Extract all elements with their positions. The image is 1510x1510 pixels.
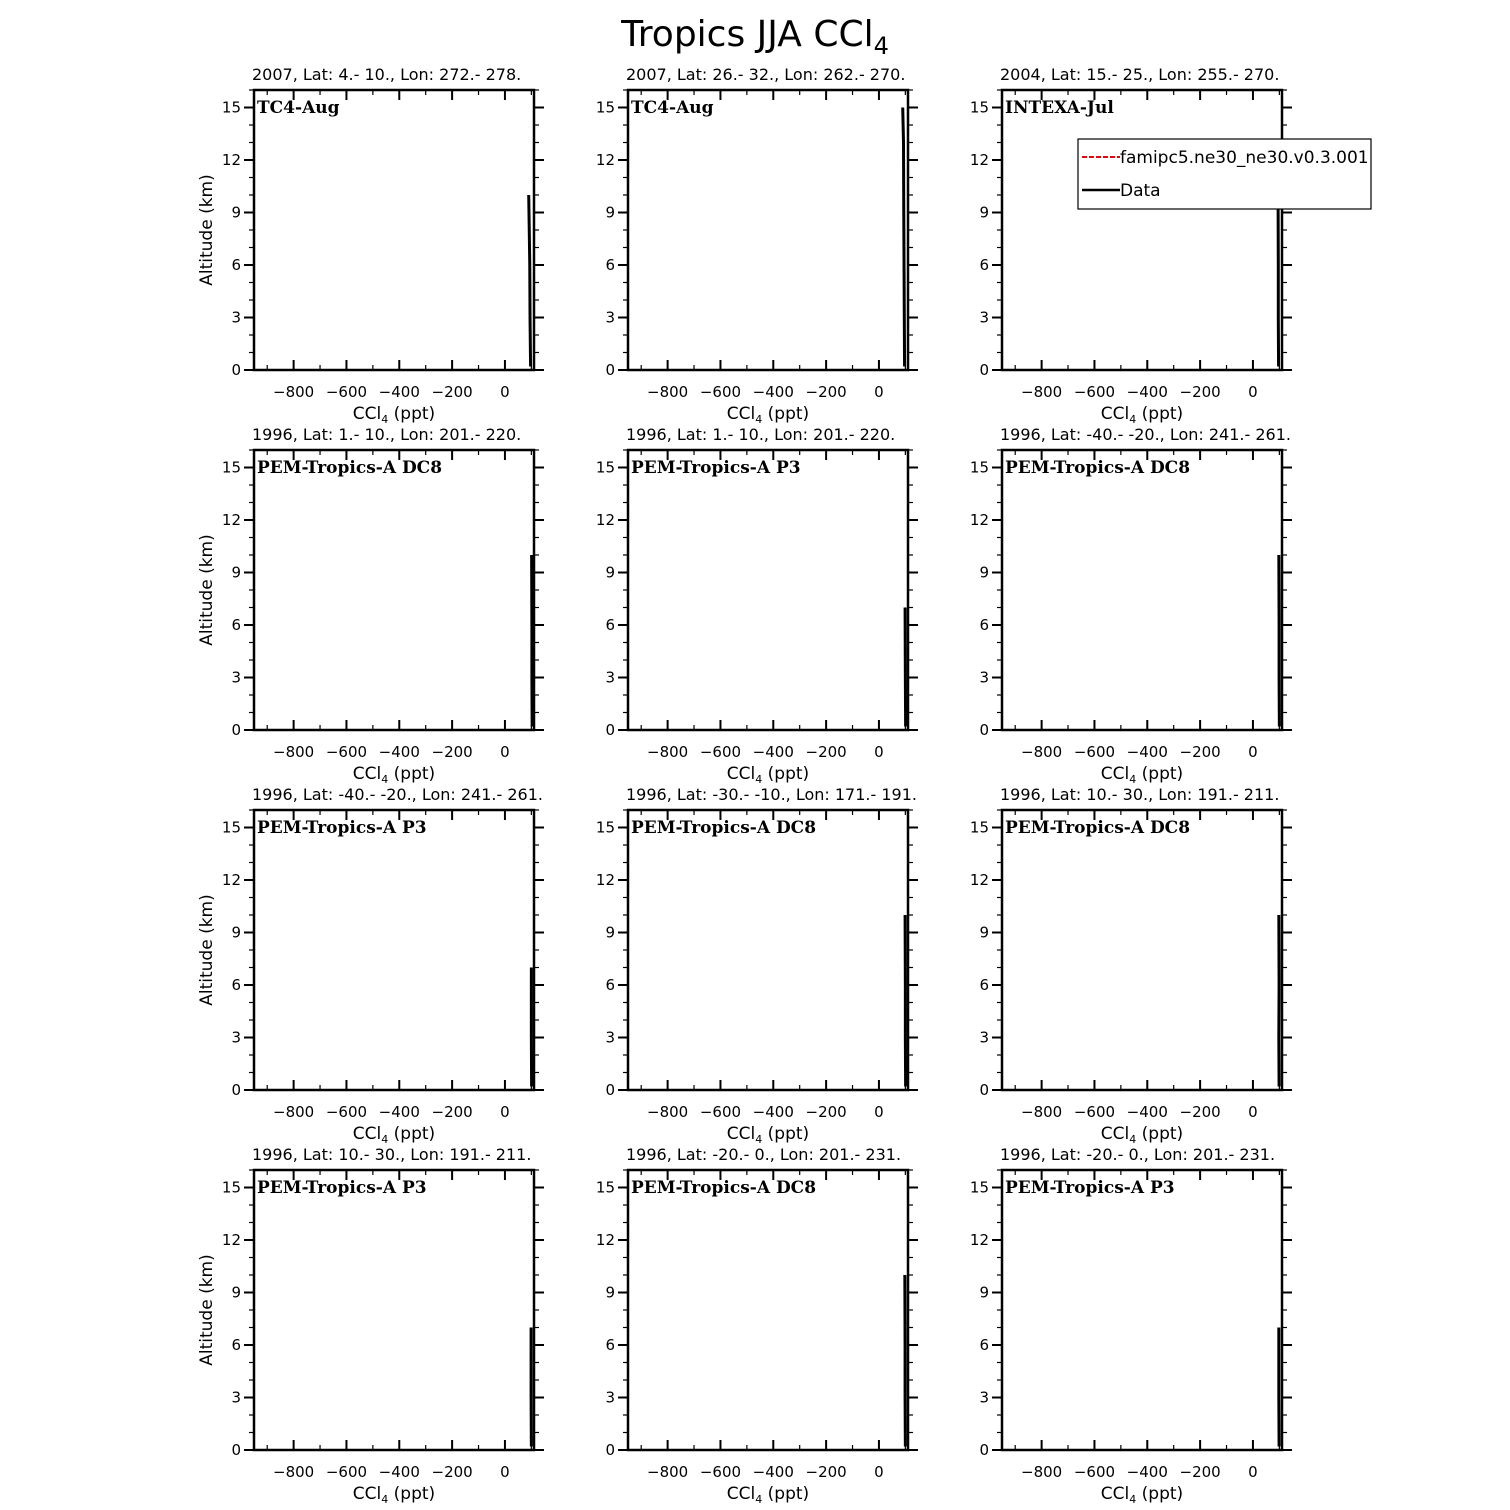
plot-frame [254,90,534,370]
figure-title-main: Tropics JJA CCl [621,14,874,55]
panel-title: 2007, Lat: 26.- 32., Lon: 262.- 270. [626,65,906,84]
y-tick-label: 6 [979,616,989,634]
y-tick-label: 3 [231,308,241,327]
x-tick-label: −600 [325,1463,368,1481]
chart-panel [197,785,544,1146]
plot-frame [1002,450,1282,730]
y-tick-label: 12 [221,871,241,889]
x-axis-label-unit: (ppt) [762,1484,810,1504]
y-tick-label: 9 [231,923,241,942]
y-tick-label: 15 [221,1178,241,1197]
x-axis-label [1101,1124,1183,1146]
y-axis-label: Altitude (km) [197,174,217,286]
panel-title: 2007, Lat: 4.- 10., Lon: 272.- 278. [252,65,522,84]
y-tick-label: 12 [221,511,241,529]
x-tick-label: −600 [699,743,742,761]
x-axis-label-main: CCl [352,1484,382,1504]
data-profile-line [1279,555,1280,727]
y-tick-label: 9 [605,923,615,942]
y-tick-label: 15 [969,98,989,117]
y-tick-label: 6 [231,256,241,274]
x-tick-label: −800 [273,383,315,401]
x-axis-label-unit: (ppt) [388,764,436,784]
y-tick-label: 6 [605,1336,615,1354]
x-tick-label: −400 [378,1463,420,1481]
panel-title: 1996, Lat: -30.- -10., Lon: 171.- 191. [626,785,917,804]
y-tick-label: 6 [231,1336,241,1354]
panel-grid [197,65,1371,1506]
plot-frame [628,1170,908,1450]
y-tick-label: 15 [595,818,615,837]
x-axis-label-subscript: 4 [1129,1133,1137,1146]
x-axis-label-main: CCl [352,1124,382,1144]
x-axis-label-unit: (ppt) [1136,1124,1184,1144]
panel-title: 1996, Lat: -40.- -20., Lon: 241.- 261. [1000,425,1291,444]
y-tick-label: 3 [231,1028,241,1047]
x-tick-label: −200 [805,743,847,761]
x-axis-label [1101,404,1183,426]
y-tick-label: 15 [221,818,241,837]
y-tick-label: 12 [969,1231,989,1249]
panel-title: 1996, Lat: 1.- 10., Lon: 201.- 220. [626,425,896,444]
y-tick-label: 6 [979,976,989,994]
y-tick-label: 6 [979,1336,989,1354]
x-tick-label: 0 [874,1103,884,1121]
y-tick-label: 15 [221,458,241,477]
x-tick-label: −800 [273,743,315,761]
x-tick-label: −800 [647,743,689,761]
x-tick-label: 0 [500,383,510,401]
x-tick-label: −200 [431,1463,473,1481]
x-axis-label-subscript: 4 [1129,1493,1137,1506]
x-tick-label: −600 [1073,743,1116,761]
y-tick-label: 6 [231,976,241,994]
y-tick-label: 0 [979,361,989,379]
x-tick-label: −400 [752,1103,794,1121]
y-tick-label: 6 [605,256,615,274]
y-tick-label: 0 [605,1081,615,1099]
campaign-label: PEM-Tropics-A DC8 [631,1178,817,1198]
y-tick-label: 0 [231,361,241,379]
y-tick-label: 9 [979,1283,989,1302]
campaign-label: PEM-Tropics-A P3 [257,1178,427,1198]
y-tick-label: 3 [605,1028,615,1047]
x-tick-label: −600 [325,383,368,401]
campaign-label: PEM-Tropics-A P3 [1005,1178,1175,1198]
x-tick-label: −400 [1126,383,1168,401]
x-tick-label: −600 [325,1103,368,1121]
y-tick-label: 0 [979,721,989,739]
x-tick-label: −800 [1021,1103,1063,1121]
x-tick-label: −800 [1021,1463,1063,1481]
campaign-label: PEM-Tropics-A DC8 [1005,458,1191,478]
panel-title: 1996, Lat: 10.- 30., Lon: 191.- 211. [1000,785,1280,804]
y-tick-label: 0 [231,721,241,739]
x-axis-label-subscript: 4 [381,413,389,426]
x-tick-label: −200 [1179,743,1221,761]
chart-panel [970,425,1292,786]
plot-frame [254,450,534,730]
plot-frame [628,810,908,1090]
y-tick-label: 9 [231,1283,241,1302]
x-axis-label [353,764,435,786]
x-tick-label: 0 [874,383,884,401]
x-tick-label: −600 [699,383,742,401]
y-axis-label: Altitude (km) [197,894,217,1006]
y-tick-label: 9 [231,563,241,582]
x-axis-label [1101,764,1183,786]
y-tick-label: 9 [979,203,989,222]
x-tick-label: 0 [1248,383,1258,401]
y-tick-label: 0 [231,1441,241,1459]
x-tick-label: −400 [378,743,420,761]
y-tick-label: 6 [605,976,615,994]
x-tick-label: −600 [1073,1103,1116,1121]
x-axis-label-subscript: 4 [755,413,763,426]
x-axis-label [727,1124,809,1146]
y-tick-label: 3 [231,668,241,687]
y-tick-label: 15 [221,98,241,117]
x-axis-label-subscript: 4 [755,773,763,786]
y-tick-label: 3 [605,668,615,687]
y-tick-label: 15 [969,458,989,477]
x-tick-label: −400 [1126,1463,1168,1481]
x-axis-label-subscript: 4 [381,1133,389,1146]
panel-title: 1996, Lat: -40.- -20., Lon: 241.- 261. [252,785,543,804]
figure-title-subscript: 4 [873,32,889,60]
x-tick-label: 0 [874,743,884,761]
y-tick-label: 0 [605,1441,615,1459]
x-tick-label: −200 [805,1463,847,1481]
x-axis-label-main: CCl [1100,404,1130,424]
x-axis-label [353,1124,435,1146]
panel-title: 1996, Lat: -20.- 0., Lon: 201.- 231. [626,1145,902,1164]
y-tick-label: 12 [595,1231,615,1249]
x-tick-label: 0 [500,1463,510,1481]
x-axis-label-main: CCl [352,404,382,424]
chart-panel [596,785,918,1146]
x-tick-label: −600 [699,1463,742,1481]
plot-frame [1002,810,1282,1090]
chart-panel [197,425,544,786]
x-tick-label: −200 [431,383,473,401]
y-tick-label: 15 [595,1178,615,1197]
y-tick-label: 12 [221,151,241,169]
x-axis-label-subscript: 4 [381,1493,389,1506]
x-tick-label: −200 [805,383,847,401]
y-tick-label: 12 [595,151,615,169]
x-axis-label-main: CCl [1100,1484,1130,1504]
x-axis-label-main: CCl [1100,1124,1130,1144]
x-tick-label: 0 [500,1103,510,1121]
y-tick-label: 3 [979,308,989,327]
chart-panel [596,1145,918,1506]
y-tick-label: 9 [979,923,989,942]
y-tick-label: 12 [595,511,615,529]
campaign-label: TC4-Aug [631,98,714,118]
x-tick-label: −400 [752,743,794,761]
chart-panel [970,785,1292,1146]
y-tick-label: 3 [231,1388,241,1407]
x-axis-label-main: CCl [726,1124,756,1144]
x-axis-label [727,1484,809,1506]
x-tick-label: 0 [874,1463,884,1481]
chart-panel [596,425,918,786]
y-tick-label: 3 [979,1388,989,1407]
y-tick-label: 9 [605,203,615,222]
x-axis-label-unit: (ppt) [388,404,436,424]
x-axis-label-unit: (ppt) [388,1124,436,1144]
y-tick-label: 9 [605,1283,615,1302]
x-tick-label: −200 [1179,1103,1221,1121]
data-profile-line [905,915,906,1087]
x-axis-label-subscript: 4 [755,1493,763,1506]
chart-panel [596,65,918,426]
x-axis-label [727,404,809,426]
y-tick-label: 0 [979,1081,989,1099]
y-tick-label: 0 [605,361,615,379]
x-axis-label-main: CCl [1100,764,1130,784]
data-profile-line [532,555,533,727]
legend-model-label: famipc5.ne30_ne30.v0.3.001 [1120,148,1369,168]
panel-title: 2004, Lat: 15.- 25., Lon: 255.- 270. [1000,65,1280,84]
x-tick-label: −400 [378,383,420,401]
x-tick-label: −200 [431,743,473,761]
x-axis-label-unit: (ppt) [1136,404,1184,424]
y-tick-label: 12 [969,871,989,889]
x-tick-label: −800 [647,1103,689,1121]
panel-title: 1996, Lat: -20.- 0., Lon: 201.- 231. [1000,1145,1276,1164]
x-tick-label: −200 [1179,1463,1221,1481]
campaign-label: TC4-Aug [257,98,340,118]
chart-panel [970,1145,1292,1506]
chart-panel [970,65,1371,426]
y-tick-label: 15 [595,98,615,117]
x-tick-label: −400 [1126,1103,1168,1121]
x-axis-label-subscript: 4 [1129,773,1137,786]
y-tick-label: 0 [605,721,615,739]
y-tick-label: 12 [969,151,989,169]
plot-frame [628,450,908,730]
x-axis-label [1101,1484,1183,1506]
y-tick-label: 9 [231,203,241,222]
x-axis-label-unit: (ppt) [1136,1484,1184,1504]
x-axis-label-unit: (ppt) [762,1124,810,1144]
data-profile-line [529,195,531,367]
y-axis-label: Altitude (km) [197,534,217,646]
data-profile-line [903,108,905,367]
y-tick-label: 0 [979,1441,989,1459]
y-tick-label: 6 [979,256,989,274]
y-tick-label: 9 [605,563,615,582]
panel-title: 1996, Lat: 1.- 10., Lon: 201.- 220. [252,425,522,444]
x-tick-label: −200 [1179,383,1221,401]
x-axis-label-unit: (ppt) [762,404,810,424]
y-tick-label: 3 [979,1028,989,1047]
y-tick-label: 3 [605,308,615,327]
data-profile-line [905,1275,906,1447]
x-tick-label: −600 [325,743,368,761]
x-tick-label: −200 [431,1103,473,1121]
x-axis-label [353,1484,435,1506]
x-tick-label: −400 [378,1103,420,1121]
chart-panel [197,65,544,426]
plot-frame [628,90,908,370]
x-axis-label-subscript: 4 [381,773,389,786]
x-tick-label: 0 [1248,1103,1258,1121]
x-axis-label-subscript: 4 [755,1133,763,1146]
y-tick-label: 12 [221,1231,241,1249]
x-tick-label: −800 [647,1463,689,1481]
x-axis-label-unit: (ppt) [762,764,810,784]
x-axis-label-main: CCl [726,404,756,424]
y-tick-label: 15 [969,1178,989,1197]
y-tick-label: 9 [979,563,989,582]
x-tick-label: −800 [273,1463,315,1481]
x-axis-label-main: CCl [352,764,382,784]
x-tick-label: −400 [752,1463,794,1481]
data-profile-line [905,608,906,727]
x-tick-label: −800 [1021,743,1063,761]
y-tick-label: 12 [969,511,989,529]
campaign-label: PEM-Tropics-A DC8 [1005,818,1191,838]
campaign-label: PEM-Tropics-A P3 [631,458,801,478]
x-tick-label: −800 [647,383,689,401]
x-axis-label-unit: (ppt) [388,1484,436,1504]
y-tick-label: 6 [605,616,615,634]
y-tick-label: 3 [979,668,989,687]
y-axis-label: Altitude (km) [197,1254,217,1366]
x-axis-label [727,764,809,786]
y-tick-label: 6 [231,616,241,634]
x-axis-label-main: CCl [726,764,756,784]
x-tick-label: −400 [752,383,794,401]
y-tick-label: 3 [605,1388,615,1407]
x-tick-label: 0 [500,743,510,761]
x-tick-label: −600 [699,1103,742,1121]
panel-title: 1996, Lat: 10.- 30., Lon: 191.- 211. [252,1145,532,1164]
legend [1078,139,1371,209]
x-tick-label: 0 [1248,743,1258,761]
y-tick-label: 12 [595,871,615,889]
chart-panel [197,1145,544,1506]
x-axis-label-subscript: 4 [1129,413,1137,426]
y-tick-label: 15 [969,818,989,837]
plot-frame [254,1170,534,1450]
y-tick-label: 0 [231,1081,241,1099]
x-tick-label: −400 [1126,743,1168,761]
campaign-label: PEM-Tropics-A DC8 [257,458,443,478]
plot-frame [1002,1170,1282,1450]
plot-frame [1002,90,1282,370]
y-tick-label: 15 [595,458,615,477]
x-tick-label: −600 [1073,383,1116,401]
x-tick-label: 0 [1248,1463,1258,1481]
x-tick-label: −200 [805,1103,847,1121]
x-axis-label [353,404,435,426]
campaign-label: PEM-Tropics-A DC8 [631,818,817,838]
plot-frame [254,810,534,1090]
x-tick-label: −600 [1073,1463,1116,1481]
x-axis-label-main: CCl [726,1484,756,1504]
x-axis-label-unit: (ppt) [1136,764,1184,784]
x-tick-label: −800 [1021,383,1063,401]
campaign-label: PEM-Tropics-A P3 [257,818,427,838]
figure-title [620,14,889,60]
campaign-label: INTEXA-Jul [1005,98,1114,118]
legend-data-label: Data [1120,181,1161,201]
x-tick-label: −800 [273,1103,315,1121]
